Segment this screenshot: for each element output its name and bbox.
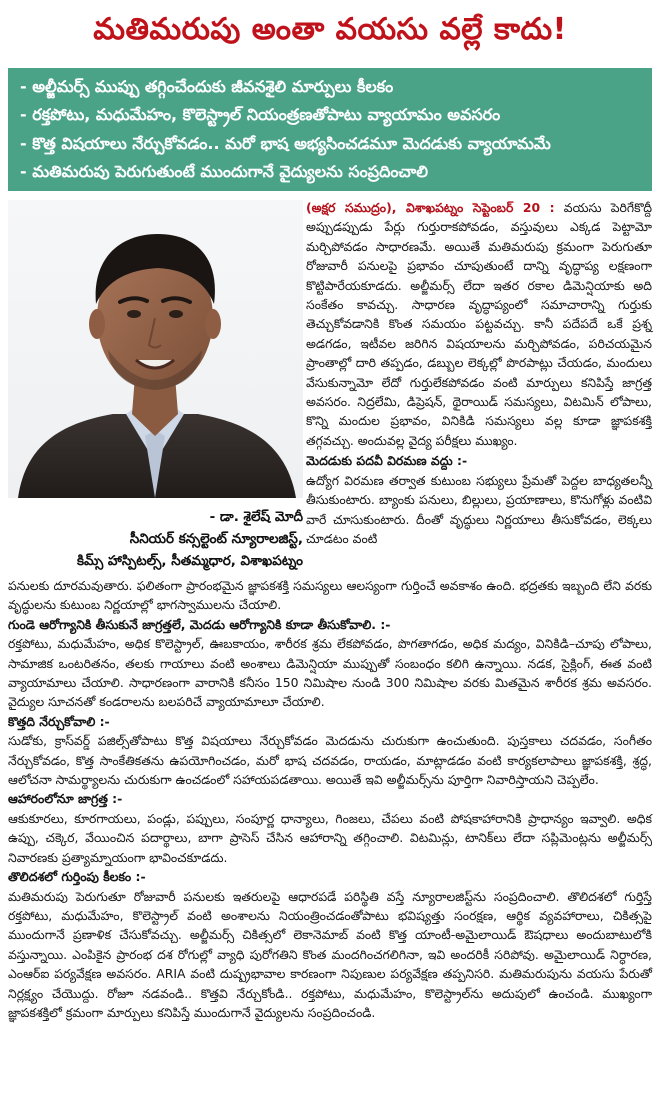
section-body: రక్తపోటు, మధుమేహం, అధిక కొలెస్ట్రాల్, ఊబకాయం, శారీరక శ్రమ లేకపోవడం, పొగతాగడం, అధిక మద్యం, వినికిడి–చూపు లోపాలు, సామాజిక ఒంటరితనం, తలకు గాయాలు వంటి అంశాలు డిమెన్షియా ముప్పుతో సంబంధం కలిగి ఉన్నాయి. నడక, సైక్లింగ్, ఈత వంటి వ్యాయామాలు చేయాలి. సాధారణంగా వారానికి కనీసం 150 నిమిషాల నుండి 300 నిమిషాల వరకు మితమైన శారీరక శ్రమ అవసరం. వైద్యుల సూచనతో కండరాలను బలపరిచే వ్యాయామాలూ చేయాలి. bbox=[8, 636, 652, 710]
section-body: ఆకుకూరలు, కూరగాయలు, పండ్లు, పప్పులు, సంపూర్ణ ధాన్యాలు, గింజలు, చేపలు వంటి పోషకాహారానికి ప్రాధాన్యం ఇవ్వాలి. అధిక ఉప్పు, చక్కెర, వేయించిన పదార్థాలు, బాగా ప్రాసెస్ చేసిన ఆహారాన్ని తగ్గించాలి. విటమిన్లు, టానిక్‌లు లేదా సప్లిమెంట్లను అల్జీమర్స్ నివారణకు ప్రత్యామ్నాయంగా భావించకూడదు. bbox=[8, 810, 652, 865]
article-full-width bbox=[8, 576, 652, 1022]
doctor-photo bbox=[8, 200, 303, 498]
doctor-name: - డా. శైలేష్ మోదీ bbox=[209, 509, 303, 525]
doctor-hospital: కిమ్స్ హాస్పిటల్స్, సీతమ్మధార, విశాఖపట్నం bbox=[76, 553, 303, 569]
intro-text: వయసు పెరిగేకొద్దీ అప్పుడప్పుడు పేర్లు గుర్తురాకపోవడం, వస్తువులు ఎక్కడ పెట్టామో మర్చిపోవడం సాధారణమే. అయితే మతిమరుపు క్రమంగా పెరుగుతూ రోజువారీ పనులపై ప్రభావం చూపుతుంటే దాన్ని వృద్ధాప్య లక్షణంగా కొట్టిపారేయకూడదు. అల్జీమర్స్ లేదా ఇతర రకాల డిమెన్షియాకు అది సంకేతం కావచ్చు. సాధారణ వృద్ధాప్యంలో సమాచారాన్ని గుర్తుకు తెచ్చుకోవడానికి కొంత సమయం పట్టవచ్చు. కానీ పదేపదే ఒకే ప్రశ్న అడగడం, ఇటీవల జరిగిన విషయాలను మర్చిపోవడం, పరిచయమైన ప్రాంతాల్లో దారి తప్పడం, డబ్బుల లెక్కల్లో పొరపాట్లు చేయడం, మందులు వేసుకున్నామో లేదో గుర్తులేకపోవడం వంటి మార్పులు కనిపిస్తే జాగ్రత్త అవసరం. నిద్రలేమి, డిప్రెషన్, థైరాయిడ్ సమస్యలు, విటమిన్ లోపాలు, కొన్ని మందుల ప్రభావం, వినికిడి సమస్యలు వల్ల కూడా జ్ఞాపకశక్తి తగ్గవచ్చు. అందువల్ల వైద్య పరీక్షలు ముఖ్యం. bbox=[306, 200, 652, 448]
headline-banner bbox=[0, 0, 660, 66]
section-body: సుడోకు, క్రాస్‌వర్డ్ పజిల్స్‌తోపాటు కొత్త విషయాలు నేర్చుకోవడం మెదడును చురుకుగా ఉంచుతుంది. పుస్తకాలు చదవడం, సంగీతం నేర్చుకోవడం, కొత్త సాంకేతికతను ఉపయోగించడం, మరో భాష చదవడం, రాయడం, మాట్లాడడం వంటి కార్యకలాపాలు జ్ఞాపకశక్తి, శ్రద్ధ, ఆలోచనా సామర్థ్యాలను చురుకుగా ఉంచడంలో సహాయపడతాయి. అయితే ఇవి అల్జీమర్స్‌ను పూర్తిగా నివారిస్తాయని చెప్పలేం. bbox=[8, 733, 652, 788]
headline-title: మతిమరుపు అంతా వయసు వల్లే కాదు! bbox=[93, 12, 567, 47]
dateline: (అక్షర సముద్రం), విశాఖపట్నం సెప్టెంబర్ 20 : bbox=[306, 200, 555, 215]
section-heading: తొలిదశలో గుర్తింపు కీలకం :- bbox=[8, 869, 146, 885]
article-column bbox=[306, 198, 652, 548]
section-body: ఉద్యోగ విరమణ తర్వాత కుటుంబ సభ్యులు ప్రేమతో పెద్దల బాధ్యతలన్నీ తీసుకుంటారు. బ్యాంకు పనులు, బిల్లులు, ప్రయాణాలు, కొనుగోళ్లు వంటివి వారే చూసుకుంటారు. దీంతో వృద్ధులు నిర్ణయాలు తీసుకోవడం, లెక్కలు చూడటం వంటి bbox=[306, 472, 652, 546]
article-intro bbox=[306, 198, 652, 450]
section-heading: ఆహారంలోనూ జాగ్రత్త :- bbox=[8, 791, 123, 807]
highlight-item: - మతిమరుపు పెరుగుతుంటే ముందుగానే వైద్యులను సంప్రదించాలి bbox=[20, 161, 428, 181]
highlight-item: - రక్తపోటు, మధుమేహం, కొలెస్ట్రాల్ నియంత్రణతోపాటు వ్యాయామం అవసరం bbox=[20, 105, 501, 125]
portrait-illustration-icon bbox=[8, 200, 303, 498]
section-heading: మెదడుకు పదవీ విరమణ వద్దు :- bbox=[306, 453, 468, 469]
section-heading: గుండె ఆరోగ్యానికి తీసుకునే జాగ్రత్తలే, మెదడు ఆరోగ్యానికి కూడా తీసుకోవాలి. :- bbox=[8, 616, 391, 632]
highlights-box bbox=[8, 68, 652, 191]
doctor-designation: సీనియర్ కన్సల్టెంట్ న్యూరాలజిస్ట్, bbox=[129, 531, 303, 547]
section-body: మతిమరుపు పెరుగుతూ రోజువారీ పనులకు ఇతరులపై ఆధారపడే పరిస్థితి వస్తే న్యూరాలజిస్ట్‌ను సంప్రదించాలి. తొలిదశలో గుర్తిస్తే రక్తపోటు, మధుమేహం, కొలెస్ట్రాల్ వంటి అంశాలను నియంత్రించడంతోపాటు భవిష్యత్తు సంరక్షణ, ఆర్థిక వ్యవహారాలు, చికిత్సపై ముందుగానే ప్రణాళిక చేసుకోవచ్చు. అల్జీమర్స్ చికిత్సలో లెకానెమాబ్ వంటి కొత్త యాంటీ-అమైలాయిడ్ ఔషధాలు అందుబాటులోకి వస్తున్నాయి. ఎంపికైన ప్రారంభ దశ రోగుల్లో వ్యాధి పురోగతిని కొంత మందగించగలిగినా, ఇవి అందరికీ సరిపోవు. అమైలాయిడ్ నిర్ధారణ, ఎంఆర్ఐ పర్యవేక్షణ అవసరం. ARIA వంటి దుష్ప్రభావాల కారణంగా నిపుణుల పర్యవేక్షణ తప్పనిసరి. మతిమరుపును వయసు పేరుతో నిర్లక్ష్యం చేయొద్దు. రోజూ నడవండి.. కొత్తవి నేర్చుకోండి.. రక్తపోటు, మధుమేహం, కొలెస్ట్రాల్‌ను అదుపులో ఉంచండి. ముఖ్యంగా జ్ఞాపకశక్తిలో క్రమంగా మార్పులు కనిపిస్తే ముందుగానే వైద్యులను సంప్రదించండి. bbox=[8, 888, 652, 1020]
highlight-item: - కొత్త విషయాలు నేర్చుకోవడం.. మరో భాష అభ్యసించడమూ మెదడుకు వ్యాయామమే bbox=[20, 133, 551, 153]
section-body: పనులకు దూరమవుతారు. ఫలితంగా ప్రారంభమైన జ్ఞాపకశక్తి సమస్యలు ఆలస్యంగా గుర్తించే అవకాశం ఉంది. భద్రతకు ఇబ్బంది లేని వరకు వృద్ధులను కుటుంబ నిర్ణయాల్లో భాగస్వాములను చేయాలి. bbox=[8, 578, 652, 613]
photo-caption bbox=[8, 506, 303, 572]
section-heading: కొత్తది నేర్చుకోవాలి :- bbox=[8, 713, 110, 729]
highlight-item: - అల్జీమర్స్ ముప్పు తగ్గించేందుకు జీవనశైలి మార్పులు కీలకం bbox=[20, 77, 394, 96]
